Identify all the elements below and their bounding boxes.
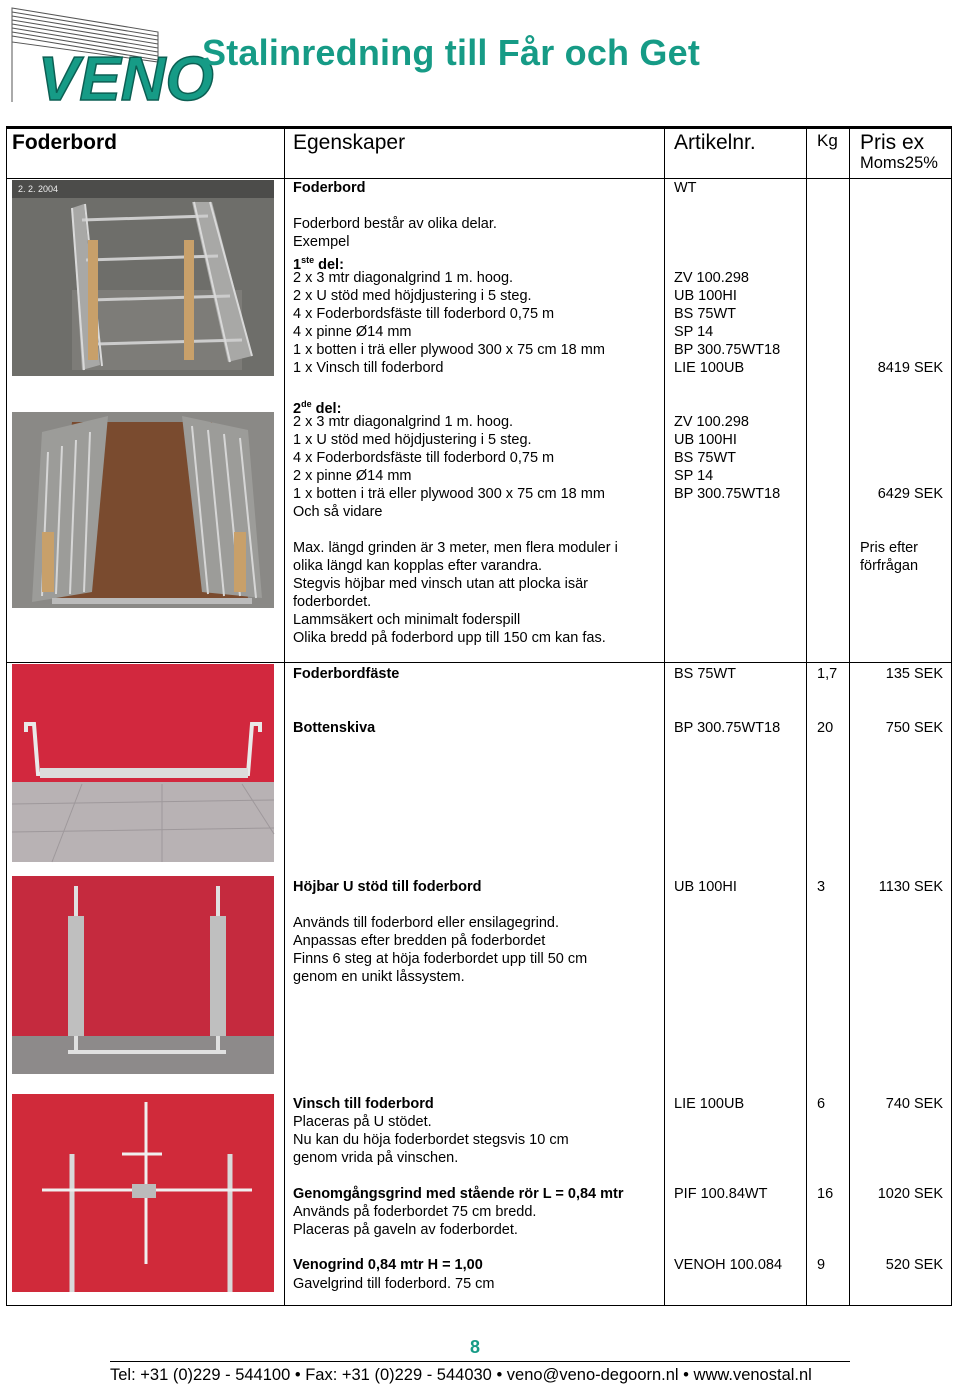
table-top-rule (6, 126, 952, 129)
note-line: Olika bredd på foderbord upp till 150 cm kan fas. (293, 630, 606, 646)
product-kg: 20 (817, 720, 834, 736)
product-name: Genomgångsgrind med stående rör L = 0,84 mtr (293, 1186, 624, 1202)
page-number: 8 (470, 1337, 481, 1357)
product-name: Foderbordfäste (293, 666, 400, 682)
section-foderbord-art: WT (674, 180, 697, 196)
product-desc: genom en unikt låssystem. (293, 969, 465, 985)
part2-line: 1 x botten i trä eller plywood 300 x 75 cm 18 mm (293, 486, 605, 502)
product-name: Venogrind 0,84 mtr H = 1,00 (293, 1257, 483, 1273)
part2-heading: 2de del: (293, 399, 342, 417)
product-desc: Anpassas efter bredden på foderbordet (293, 933, 546, 949)
part1-art: BP 300.75WT18 (674, 342, 781, 358)
part2-art: BS 75WT (674, 450, 737, 466)
product-kg: 1,7 (817, 666, 838, 682)
product-price: 1020 SEK (877, 1186, 943, 1202)
svg-text:2. 2. 2004: 2. 2. 2004 (18, 184, 59, 194)
header-moms: Moms25% (860, 154, 938, 172)
product-name: Bottenskiva (293, 720, 376, 736)
part1-line: 2 x 3 mtr diagonalgrind 1 m. hoog. (293, 270, 514, 286)
intro-line: Foderbord består av olika delar. (293, 216, 497, 232)
part2-line: Och så vidare (293, 504, 383, 520)
header-egenskaper: Egenskaper (293, 131, 406, 154)
product-desc: Placeras på gaveln av foderbordet. (293, 1222, 518, 1238)
u-support-photo (12, 876, 274, 1074)
product-art: BS 75WT (674, 666, 737, 682)
product-kg: 16 (817, 1186, 834, 1202)
product-kg: 6 (817, 1096, 826, 1112)
part2-line: 2 x 3 mtr diagonalgrind 1 m. hoog. (293, 414, 514, 430)
veno-logo (8, 2, 214, 114)
header-foderbord: Foderbord (12, 131, 117, 154)
part1-line: 4 x Foderbordsfäste till foderbord 0,75 m (293, 306, 555, 322)
part2-art: UB 100HI (674, 432, 737, 448)
product-art: PIF 100.84WT (674, 1186, 768, 1202)
product-desc: Placeras på U stödet. (293, 1114, 432, 1130)
product-kg: 3 (817, 879, 826, 895)
part2-art: BP 300.75WT18 (674, 486, 781, 502)
part1-art: SP 14 (674, 324, 714, 340)
product-price: 520 SEK (885, 1257, 943, 1273)
part2-line: 1 x U stöd med höjdjustering i 5 steg. (293, 432, 532, 448)
product-desc: Används till foderbord eller ensilagegrind. (293, 915, 559, 931)
product-kg: 9 (817, 1257, 826, 1273)
part1-art: UB 100HI (674, 288, 737, 304)
part1-art: ZV 100.298 (674, 270, 749, 286)
part2-art: SP 14 (674, 468, 714, 484)
product-name: Vinsch till foderbord (293, 1096, 434, 1112)
header-artikelnr: Artikelnr. (674, 131, 756, 154)
product-desc: Finns 6 steg at höja foderbordet upp till 50 cm (293, 951, 588, 967)
footer-contact: Tel: +31 (0)229 - 544100 • Fax: +31 (0)229 - 544030 • veno@veno-degoorn.nl • www.venostal.nl (110, 1366, 812, 1384)
product-desc: Gavelgrind till foderbord. 75 cm (293, 1276, 495, 1292)
part2-line: 4 x Foderbordsfäste till foderbord 0,75 m (293, 450, 555, 466)
product-desc: Används på foderbordet 75 cm bredd. (293, 1204, 537, 1220)
part1-art: BS 75WT (674, 306, 737, 322)
product-art: UB 100HI (674, 879, 737, 895)
document-title: Stalinredning till Får och Get (202, 32, 701, 73)
section-foderbord-heading: Foderbord (293, 180, 366, 196)
part1-line: 2 x U stöd med höjdjustering i 5 steg. (293, 288, 532, 304)
header-kg: Kg (817, 131, 838, 150)
part1-art: LIE 100UB (674, 360, 745, 376)
note-line: olika längd kan kopplas efter varandra. (293, 558, 543, 574)
bracket-photo (12, 664, 274, 862)
winch-photo (12, 1094, 274, 1292)
note-line: foderbordet. (293, 594, 372, 610)
part1-line: 1 x Vinsch till foderbord (293, 360, 444, 376)
product-art: BP 300.75WT18 (674, 720, 781, 736)
product-price: 740 SEK (885, 1096, 943, 1112)
footer-rule (110, 1361, 850, 1362)
product-art: VENOH 100.084 (674, 1257, 783, 1273)
product-price: 750 SEK (885, 720, 943, 736)
feeding-table-photo-1 (12, 180, 274, 376)
note-line: Max. längd grinden är 3 meter, men flera moduler i (293, 540, 618, 556)
part2-price: 6429 SEK (877, 486, 943, 502)
part2-art: ZV 100.298 (674, 414, 749, 430)
product-desc: genom vrida på vinschen. (293, 1150, 459, 1166)
feeding-table-photo-2 (12, 412, 274, 608)
price-on-request: förfrågan (860, 558, 919, 574)
product-art: LIE 100UB (674, 1096, 745, 1112)
part1-line: 1 x botten i trä eller plywood 300 x 75 cm 18 mm (293, 342, 605, 358)
header-pris: Pris ex (860, 131, 925, 154)
product-price: 1130 SEK (878, 879, 943, 895)
product-desc: Nu kan du höja foderbordet stegsvis 10 cm (293, 1132, 569, 1148)
part1-heading: 1ste del: (293, 255, 344, 273)
intro-line: Exempel (293, 234, 350, 250)
product-name: Höjbar U stöd till foderbord (293, 879, 482, 895)
svg-text:VENO: VENO (38, 45, 214, 114)
part1-price: 8419 SEK (877, 360, 943, 376)
note-line: Stegvis höjbar med vinsch utan att plocka isär (293, 576, 588, 592)
note-line: Lammsäkert och minimalt foderspill (293, 612, 521, 628)
part1-line: 4 x pinne Ø14 mm (293, 324, 412, 340)
price-on-request: Pris efter (860, 540, 919, 556)
part2-line: 2 x pinne Ø14 mm (293, 468, 412, 484)
product-price: 135 SEK (885, 666, 943, 682)
